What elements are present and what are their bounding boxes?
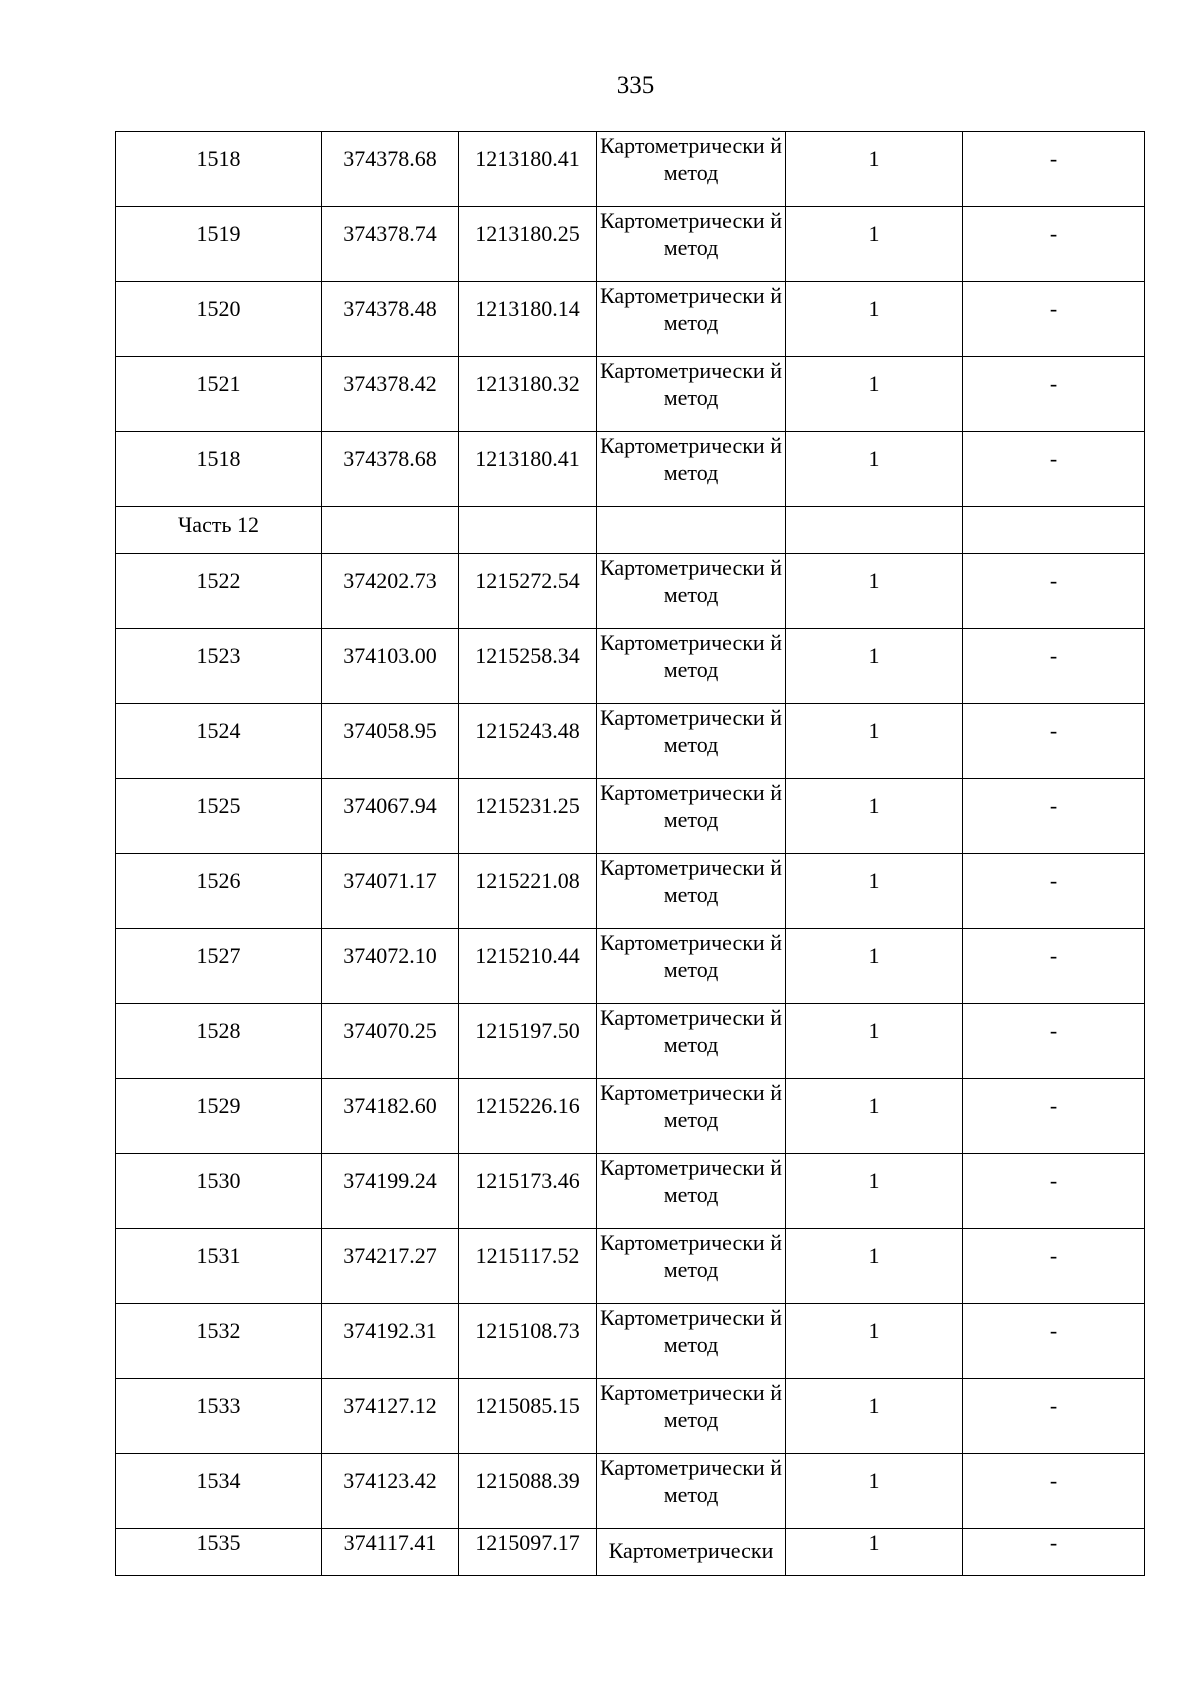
note-cell	[963, 1004, 1145, 1079]
x-coordinate-text: 374067.94	[343, 793, 437, 818]
x-coordinate-cell	[322, 704, 459, 779]
note-cell	[963, 357, 1145, 432]
method-text: Картометрически й метод	[600, 1080, 782, 1132]
note-text: -	[1049, 221, 1058, 246]
y-coordinate-cell	[459, 929, 597, 1004]
y-coordinate-cell	[459, 357, 597, 432]
x-coordinate-text: 374182.60	[343, 1093, 437, 1118]
point-number-text: 1528	[196, 1018, 241, 1043]
x-coordinate-cell	[322, 132, 459, 207]
note-cell	[963, 1529, 1145, 1576]
y-coordinate-text: 1215117.52	[475, 1243, 580, 1268]
table-row	[116, 432, 1145, 507]
method-cell	[597, 779, 786, 854]
table-row	[116, 1379, 1145, 1454]
accuracy-cell	[786, 282, 963, 357]
x-coordinate-cell	[322, 282, 459, 357]
accuracy-text: 1	[868, 1243, 880, 1268]
accuracy-text: 1	[868, 221, 880, 246]
y-coordinate-cell	[459, 1154, 597, 1229]
note-cell	[963, 1154, 1145, 1229]
accuracy-cell	[786, 132, 963, 207]
y-coordinate-cell	[459, 1004, 597, 1079]
x-coordinate-text: 374127.12	[343, 1393, 437, 1418]
x-coordinate-text: 374072.10	[343, 943, 437, 968]
method-text: Картометрически й метод	[600, 630, 782, 682]
part-label: Часть 12	[178, 512, 259, 537]
note-cell	[963, 207, 1145, 282]
accuracy-cell	[786, 554, 963, 629]
table-row	[116, 1079, 1145, 1154]
table-row	[116, 1304, 1145, 1379]
note-cell	[963, 554, 1145, 629]
note-cell	[963, 132, 1145, 207]
point-number-cell	[116, 1454, 322, 1529]
y-coordinate-cell	[459, 132, 597, 207]
x-coordinate-text: 374192.31	[343, 1318, 437, 1343]
x-coordinate-cell	[322, 357, 459, 432]
point-number-cell	[116, 779, 322, 854]
y-coordinate-cell	[459, 1454, 597, 1529]
accuracy-cell	[786, 432, 963, 507]
part-label-cell	[116, 507, 322, 554]
y-coordinate-text: 1215173.46	[475, 1168, 580, 1193]
empty-cell	[322, 507, 459, 554]
y-coordinate-cell	[459, 629, 597, 704]
note-cell	[963, 1454, 1145, 1529]
point-number-cell	[116, 1304, 322, 1379]
note-text: -	[1049, 793, 1058, 818]
table-row	[116, 854, 1145, 929]
note-cell	[963, 432, 1145, 507]
y-coordinate-cell	[459, 1529, 597, 1576]
table-row	[116, 1229, 1145, 1304]
accuracy-text: 1	[868, 943, 880, 968]
y-coordinate-cell	[459, 1379, 597, 1454]
note-text: -	[1049, 643, 1058, 668]
point-number-cell	[116, 1079, 322, 1154]
method-text: Картометрически й метод	[600, 780, 782, 832]
y-coordinate-cell	[459, 1229, 597, 1304]
accuracy-cell	[786, 1229, 963, 1304]
accuracy-text: 1	[868, 643, 880, 668]
x-coordinate-cell	[322, 1154, 459, 1229]
y-coordinate-text: 1213180.32	[475, 371, 580, 396]
accuracy-text: 1	[868, 568, 880, 593]
accuracy-cell	[786, 357, 963, 432]
table-row	[116, 1154, 1145, 1229]
note-text: -	[1049, 868, 1058, 893]
part-header-row	[116, 507, 1145, 554]
note-cell	[963, 282, 1145, 357]
x-coordinate-text: 374378.68	[343, 446, 437, 471]
note-cell	[963, 1304, 1145, 1379]
note-text: -	[1049, 1018, 1058, 1043]
x-coordinate-cell	[322, 1079, 459, 1154]
accuracy-cell	[786, 779, 963, 854]
note-text: -	[1049, 1093, 1058, 1118]
note-text: -	[1049, 718, 1058, 743]
x-coordinate-text: 374117.41	[343, 1530, 437, 1555]
point-number-text: 1533	[196, 1393, 241, 1418]
method-cell	[597, 704, 786, 779]
y-coordinate-text: 1215258.34	[475, 643, 580, 668]
point-number-cell	[116, 629, 322, 704]
y-coordinate-text: 1213180.41	[475, 446, 580, 471]
y-coordinate-cell	[459, 282, 597, 357]
note-text: -	[1049, 943, 1058, 968]
table-row	[116, 779, 1145, 854]
empty-cell	[786, 507, 963, 554]
x-coordinate-cell	[322, 1229, 459, 1304]
y-coordinate-text: 1213180.41	[475, 146, 580, 171]
x-coordinate-text: 374217.27	[343, 1243, 437, 1268]
x-coordinate-text: 374199.24	[343, 1168, 437, 1193]
method-cell	[597, 132, 786, 207]
table-row	[116, 282, 1145, 357]
point-number-text: 1518	[196, 446, 241, 471]
accuracy-text: 1	[868, 718, 880, 743]
coordinates-table-body	[116, 132, 1145, 1576]
accuracy-cell	[786, 1529, 963, 1576]
note-cell	[963, 1229, 1145, 1304]
method-text: Картометрически	[608, 1538, 774, 1563]
point-number-text: 1530	[196, 1168, 241, 1193]
x-coordinate-cell	[322, 629, 459, 704]
accuracy-text: 1	[868, 1393, 880, 1418]
method-text: Картометрически й метод	[600, 283, 782, 335]
method-cell	[597, 1154, 786, 1229]
accuracy-cell	[786, 929, 963, 1004]
y-coordinate-text: 1215226.16	[475, 1093, 580, 1118]
accuracy-text: 1	[868, 868, 880, 893]
table-row	[116, 629, 1145, 704]
accuracy-text: 1	[868, 146, 880, 171]
accuracy-cell	[786, 1304, 963, 1379]
method-text: Картометрически й метод	[600, 1380, 782, 1432]
point-number-text: 1527	[196, 943, 241, 968]
point-number-text: 1522	[196, 568, 241, 593]
point-number-text: 1520	[196, 296, 241, 321]
page-number: 335	[616, 72, 655, 99]
method-cell	[597, 1004, 786, 1079]
point-number-text: 1518	[196, 146, 241, 171]
note-cell	[963, 704, 1145, 779]
x-coordinate-cell	[322, 1379, 459, 1454]
accuracy-text: 1	[868, 1318, 880, 1343]
x-coordinate-cell	[322, 929, 459, 1004]
y-coordinate-text: 1213180.14	[475, 296, 580, 321]
note-cell	[963, 854, 1145, 929]
y-coordinate-cell	[459, 207, 597, 282]
accuracy-text: 1	[868, 1530, 880, 1555]
table-row	[116, 704, 1145, 779]
accuracy-cell	[786, 1004, 963, 1079]
x-coordinate-text: 374058.95	[343, 718, 437, 743]
method-cell	[597, 629, 786, 704]
note-cell	[963, 1079, 1145, 1154]
table-row	[116, 1004, 1145, 1079]
note-cell	[963, 779, 1145, 854]
point-number-text: 1532	[196, 1318, 241, 1343]
note-text: -	[1049, 1318, 1058, 1343]
method-cell	[597, 929, 786, 1004]
point-number-text: 1521	[196, 371, 241, 396]
x-coordinate-cell	[322, 432, 459, 507]
note-cell	[963, 929, 1145, 1004]
method-cell	[597, 1379, 786, 1454]
y-coordinate-text: 1215197.50	[475, 1018, 580, 1043]
y-coordinate-cell	[459, 854, 597, 929]
empty-cell	[459, 507, 597, 554]
note-text: -	[1049, 1530, 1058, 1555]
accuracy-cell	[786, 629, 963, 704]
coordinates-table	[115, 131, 1145, 1576]
accuracy-cell	[786, 854, 963, 929]
x-coordinate-text: 374071.17	[343, 868, 437, 893]
table-row	[116, 554, 1145, 629]
method-text: Картометрически й метод	[600, 1230, 782, 1282]
empty-cell	[963, 507, 1145, 554]
method-text: Картометрически й метод	[600, 930, 782, 982]
point-number-text: 1534	[196, 1468, 241, 1493]
x-coordinate-text: 374378.74	[343, 221, 437, 246]
y-coordinate-text: 1215221.08	[475, 868, 580, 893]
x-coordinate-text: 374123.42	[343, 1468, 437, 1493]
accuracy-cell	[786, 207, 963, 282]
point-number-text: 1524	[196, 718, 241, 743]
point-number-text: 1519	[196, 221, 241, 246]
y-coordinate-cell	[459, 704, 597, 779]
x-coordinate-cell	[322, 1004, 459, 1079]
y-coordinate-text: 1215243.48	[475, 718, 580, 743]
x-coordinate-text: 374070.25	[343, 1018, 437, 1043]
note-cell	[963, 1379, 1145, 1454]
y-coordinate-cell	[459, 779, 597, 854]
x-coordinate-cell	[322, 1304, 459, 1379]
y-coordinate-text: 1215210.44	[475, 943, 580, 968]
method-text: Картометрически й метод	[600, 1305, 782, 1357]
point-number-text: 1535	[196, 1530, 241, 1555]
x-coordinate-text: 374202.73	[343, 568, 437, 593]
y-coordinate-text: 1215097.17	[475, 1530, 580, 1555]
method-text: Картометрически й метод	[600, 705, 782, 757]
y-coordinate-cell	[459, 432, 597, 507]
y-coordinate-cell	[459, 1079, 597, 1154]
method-text: Картометрически й метод	[600, 1005, 782, 1057]
accuracy-text: 1	[868, 1093, 880, 1118]
point-number-cell	[116, 432, 322, 507]
y-coordinate-text: 1215088.39	[475, 1468, 580, 1493]
accuracy-text: 1	[868, 296, 880, 321]
note-text: -	[1049, 1393, 1058, 1418]
point-number-text: 1531	[196, 1243, 241, 1268]
note-text: -	[1049, 1243, 1058, 1268]
x-coordinate-cell	[322, 854, 459, 929]
method-cell	[597, 357, 786, 432]
table-row	[116, 1454, 1145, 1529]
method-cell	[597, 1079, 786, 1154]
x-coordinate-text: 374103.00	[343, 643, 437, 668]
note-cell	[963, 629, 1145, 704]
method-text: Картометрически й метод	[600, 1455, 782, 1507]
method-text: Картометрически й метод	[600, 208, 782, 260]
empty-cell	[597, 507, 786, 554]
accuracy-text: 1	[868, 1018, 880, 1043]
accuracy-cell	[786, 1079, 963, 1154]
x-coordinate-text: 374378.68	[343, 146, 437, 171]
note-text: -	[1049, 371, 1058, 396]
note-text: -	[1049, 1168, 1058, 1193]
x-coordinate-text: 374378.42	[343, 371, 437, 396]
method-cell	[597, 1529, 786, 1576]
point-number-cell	[116, 207, 322, 282]
table-row	[116, 357, 1145, 432]
point-number-cell	[116, 1004, 322, 1079]
x-coordinate-cell	[322, 1454, 459, 1529]
point-number-text: 1529	[196, 1093, 241, 1118]
method-text: Картометрически й метод	[600, 133, 782, 185]
point-number-text: 1525	[196, 793, 241, 818]
y-coordinate-text: 1215231.25	[475, 793, 580, 818]
point-number-cell	[116, 357, 322, 432]
x-coordinate-cell	[322, 554, 459, 629]
accuracy-cell	[786, 1454, 963, 1529]
note-text: -	[1049, 146, 1058, 171]
accuracy-cell	[786, 704, 963, 779]
accuracy-text: 1	[868, 446, 880, 471]
accuracy-cell	[786, 1154, 963, 1229]
point-number-cell	[116, 554, 322, 629]
table-row	[116, 929, 1145, 1004]
y-coordinate-text: 1215108.73	[475, 1318, 580, 1343]
note-text: -	[1049, 296, 1058, 321]
y-coordinate-cell	[459, 1304, 597, 1379]
method-cell	[597, 1229, 786, 1304]
y-coordinate-text: 1213180.25	[475, 221, 580, 246]
x-coordinate-cell	[322, 1529, 459, 1576]
y-coordinate-cell	[459, 554, 597, 629]
method-text: Картометрически й метод	[600, 433, 782, 485]
table-row	[116, 207, 1145, 282]
accuracy-cell	[786, 1379, 963, 1454]
point-number-cell	[116, 1529, 322, 1576]
method-cell	[597, 1304, 786, 1379]
accuracy-text: 1	[868, 1168, 880, 1193]
accuracy-text: 1	[868, 1468, 880, 1493]
note-text: -	[1049, 568, 1058, 593]
table-row	[116, 1529, 1145, 1576]
method-text: Картометрически й метод	[600, 855, 782, 907]
accuracy-text: 1	[868, 371, 880, 396]
method-cell	[597, 854, 786, 929]
x-coordinate-cell	[322, 779, 459, 854]
method-cell	[597, 554, 786, 629]
method-text: Картометрически й метод	[600, 555, 782, 607]
method-cell	[597, 432, 786, 507]
method-cell	[597, 207, 786, 282]
point-number-cell	[116, 704, 322, 779]
point-number-cell	[116, 282, 322, 357]
accuracy-text: 1	[868, 793, 880, 818]
table-row	[116, 132, 1145, 207]
method-cell	[597, 1454, 786, 1529]
point-number-text: 1523	[196, 643, 241, 668]
point-number-cell	[116, 929, 322, 1004]
point-number-cell	[116, 854, 322, 929]
point-number-cell	[116, 1379, 322, 1454]
method-text: Картометрически й метод	[600, 1155, 782, 1207]
y-coordinate-text: 1215085.15	[475, 1393, 580, 1418]
point-number-text: 1526	[196, 868, 241, 893]
method-cell	[597, 282, 786, 357]
method-text: Картометрически й метод	[600, 358, 782, 410]
point-number-cell	[116, 1154, 322, 1229]
y-coordinate-text: 1215272.54	[475, 568, 580, 593]
point-number-cell	[116, 1229, 322, 1304]
note-text: -	[1049, 1468, 1058, 1493]
point-number-cell	[116, 132, 322, 207]
x-coordinate-text: 374378.48	[343, 296, 437, 321]
x-coordinate-cell	[322, 207, 459, 282]
note-text: -	[1049, 446, 1058, 471]
